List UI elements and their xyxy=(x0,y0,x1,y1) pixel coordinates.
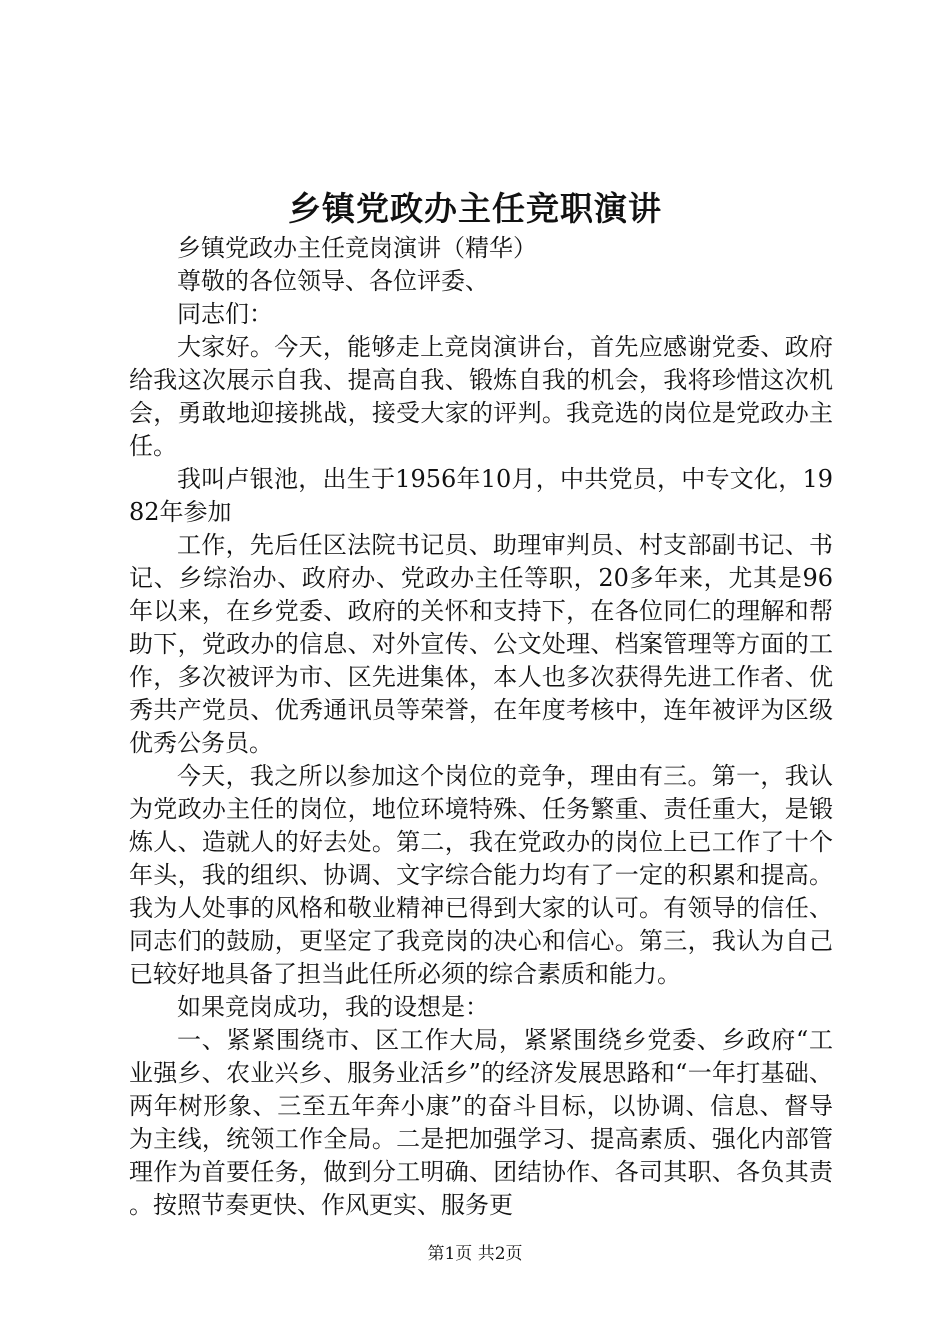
subtitle-paragraph: 乡镇党政办主任竞岗演讲（精华） xyxy=(177,234,537,262)
document-body xyxy=(129,232,833,1222)
salutation-paragraph: 同志们： xyxy=(177,300,273,328)
salutation-paragraph: 尊敬的各位领导、各位评委、 xyxy=(177,267,489,295)
body-paragraph: 如果竞岗成功，我的设想是： xyxy=(177,993,489,1021)
body-paragraph: 我叫卢银池，出生于1956年10月，中共党员，中专文化，1982年参加 xyxy=(129,465,833,526)
body-paragraph: 工作，先后任区法院书记员、助理审判员、村支部副书记、书记、乡综治办、政府办、党政办主任等职，20多年来，尤其是96年以来，在乡党委、政府的关怀和支持下，在各位同仁的理解和帮助下，党政办的信息、对外宣传、公文处理、档案管理等方面的工作，多次被评为市、区先进集体，本人也多次获得先进工作者、优秀共产党员、优秀通讯员等荣誉，在年度考核中，连年被评为区级优秀公务员。 xyxy=(129,531,833,757)
document-title: 乡镇党政办主任竞职演讲 xyxy=(288,189,662,228)
body-paragraph: 一、紧紧围绕市、区工作大局，紧紧围绕乡党委、乡政府“工业强乡、农业兴乡、服务业活乡”的经济发展思路和“一年打基础、两年树形象、三至五年奔小康”的奋斗目标，以协调、信息、督导为主线，统领工作全局。二是把加强学习、提高素质、强化内部管理作为首要任务，做到分工明确、团结协作、各司其职、各负其责。按照节奏更快、作风更实、服务更 xyxy=(129,1026,833,1219)
body-paragraph: 大家好。今天，能够走上竞岗演讲台，首先应感谢党委、政府给我这次展示自我、提高自我、锻炼自我的机会，我将珍惜这次机会，勇敢地迎接挑战，接受大家的评判。我竞选的岗位是党政办主任。 xyxy=(129,333,833,460)
page-number-footer: 第1页 共2页 xyxy=(427,1244,523,1264)
body-paragraph: 今天，我之所以参加这个岗位的竞争，理由有三。第一，我认为党政办主任的岗位，地位环境特殊、任务繁重、责任重大，是锻炼人、造就人的好去处。第二，我在党政办的岗位上已工作了十个年头，我的组织、协调、文字综合能力均有了一定的积累和提高。我为人处事的风格和敬业精神已得到大家的认可。有领导的信任、同志们的鼓励，更坚定了我竞岗的决心和信心。第三，我认为自己已较好地具备了担当此任所必须的综合素质和能力。 xyxy=(129,762,833,988)
